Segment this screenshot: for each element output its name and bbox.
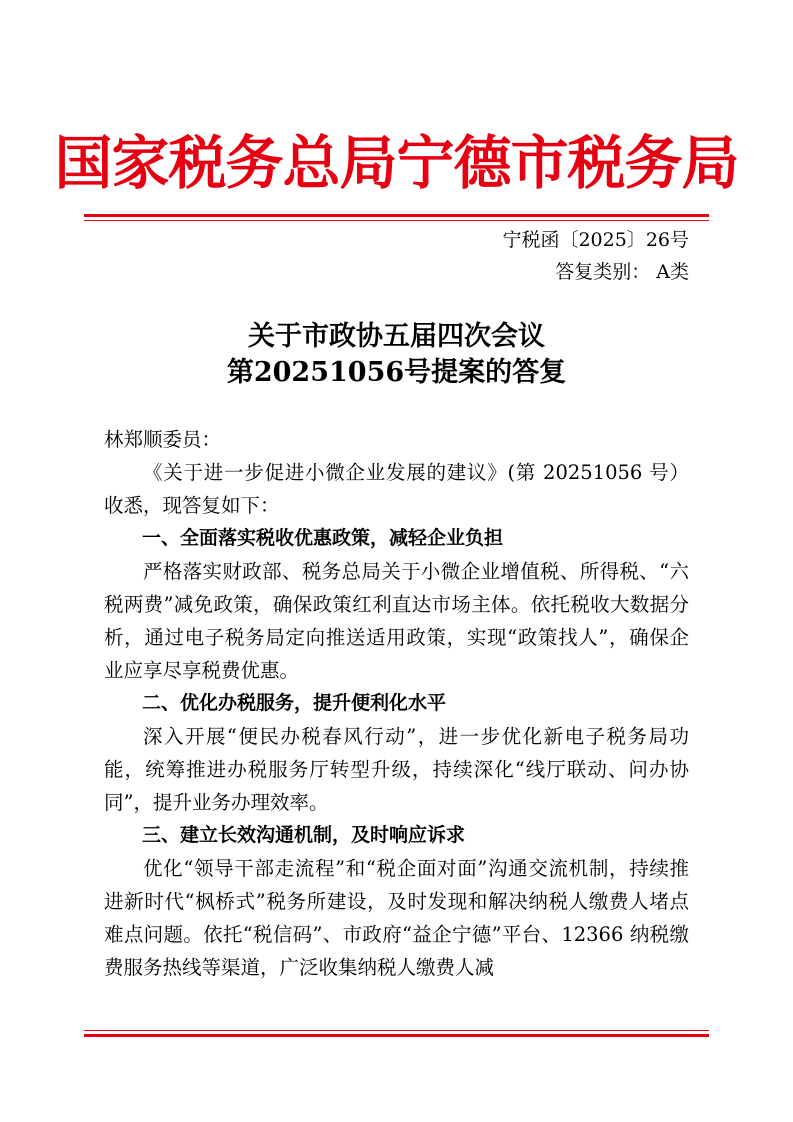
header-rule-thin xyxy=(84,220,709,221)
salutation: 林郑顺委员： xyxy=(104,428,222,451)
section-heading: 二、优化办税服务，提升便利化水平 xyxy=(142,692,447,714)
section-heading: 三、建立长效沟通机制，及时响应诉求 xyxy=(142,824,466,846)
agency-header: 国家税务总局宁德市税务局 xyxy=(54,129,739,197)
section-paragraph: 严格落实财政部、税务总局关于小微企业增值税、所得税、“六税两费”减免政策，确保政策红利直达市场主体。依托税收大数据分析，通过电子税务局定向推送适用政策，实现“政策找人”，确保企业应享尽享税费优惠。 xyxy=(104,560,689,682)
document-body xyxy=(104,423,689,984)
document-title-line2: 第20251056号提案的答复 xyxy=(226,357,567,388)
document-number: 宁税函〔2025〕26号 xyxy=(502,229,689,251)
footer-rule-thin xyxy=(84,1030,709,1031)
intro-paragraph: 《关于进一步促进小微企业发展的建议》(第 20251056 号）收悉，现答复如下： xyxy=(104,461,689,517)
reply-category: 答复类别： A类 xyxy=(555,261,689,283)
header-rule-thick xyxy=(84,214,709,217)
footer-rule-thick xyxy=(84,1034,709,1037)
section-paragraph: 优化“领导干部走流程”和“税企面对面”沟通交流机制，持续推进新时代“枫桥式”税务所建设，及时发现和解决纳税人缴费人堵点难点问题。依托“税信码”、市政府“益企宁德”平台、12366 纳税缴费服务热线等渠道，广泛收集纳税人缴费人减 xyxy=(104,857,689,979)
section-heading: 一、全面落实税收优惠政策，减轻企业负担 xyxy=(142,527,504,549)
document-title-line1: 关于市政协五届四次会议 xyxy=(248,321,545,352)
section-paragraph: 深入开展“便民办税春风行动”，进一步优化新电子税务局功能，统筹推进办税服务厅转型升级，持续深化“线厅联动、问办协同”，提升业务办理效率。 xyxy=(104,725,689,814)
